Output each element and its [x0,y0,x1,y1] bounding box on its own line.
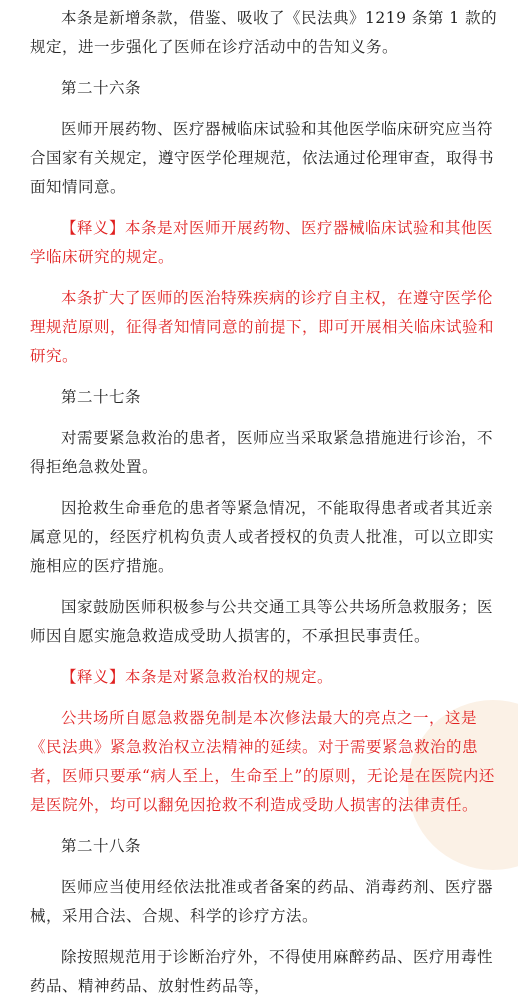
document-body [30,0,500,1001]
article-heading: 第二十七条 [61,388,142,406]
annotation-paragraph: 本条扩大了医师的医治特殊疾病的诊疗自主权，在遵守医学伦理规范原则，征得者知情同意的前提下，即可开展相关临床试验和研究。 [30,289,495,365]
paragraph: 本条是新增条款，借鉴、吸收了《民法典》1219 条第 1 款的规定，进一步强化了医师在诊疗活动中的告知义务。 [30,9,498,56]
paragraph: 因抢救生命垂危的患者等紧急情况，不能取得患者或者其近亲属意见的，经医疗机构负责人或者授权的负责人批准，可以立即实施相应的医疗措施。 [30,499,495,575]
annotation-paragraph: 【释义】本条是对医师开展药物、医疗器械临床试验和其他医学临床研究的规定。 [30,219,494,266]
paragraph: 医师应当使用经依法批准或者备案的药品、消毒药剂、医疗器械，采用合法、合规、科学的诊疗方法。 [30,878,494,925]
annotation-paragraph: 公共场所自愿急救器免制是本次修法最大的亮点之一，这是《民法典》紧急救治权立法精神的延续。对于需要紧急救治的患者，医师只要承“病人至上，生命至上”的原则，无论是在医院内还是医院外，均可以翻免因抢救不利造成受助人损害的法律责任。 [30,709,495,814]
paragraph: 医师开展药物、医疗器械临床试验和其他医学临床研究应当符合国家有关规定，遵守医学伦理规范，依法通过伦理审查，取得书面知情同意。 [30,120,495,196]
paragraph: 对需要紧急救治的患者，医师应当采取紧急措施进行诊治，不得拒绝急救处置。 [30,429,494,476]
paragraph: 除按照规范用于诊断治疗外，不得使用麻醉药品、医疗用毒性药品、精神药品、放射性药品等， [30,948,494,995]
article-heading: 第二十六条 [61,79,142,97]
article-heading: 第二十八条 [61,837,142,855]
annotation-paragraph: 【释义】本条是对紧急救治权的规定。 [61,668,334,686]
paragraph: 国家鼓励医师积极参与公共交通工具等公共场所急救服务；医师因自愿实施急救造成受助人损害的，不承担民事责任。 [30,598,494,645]
